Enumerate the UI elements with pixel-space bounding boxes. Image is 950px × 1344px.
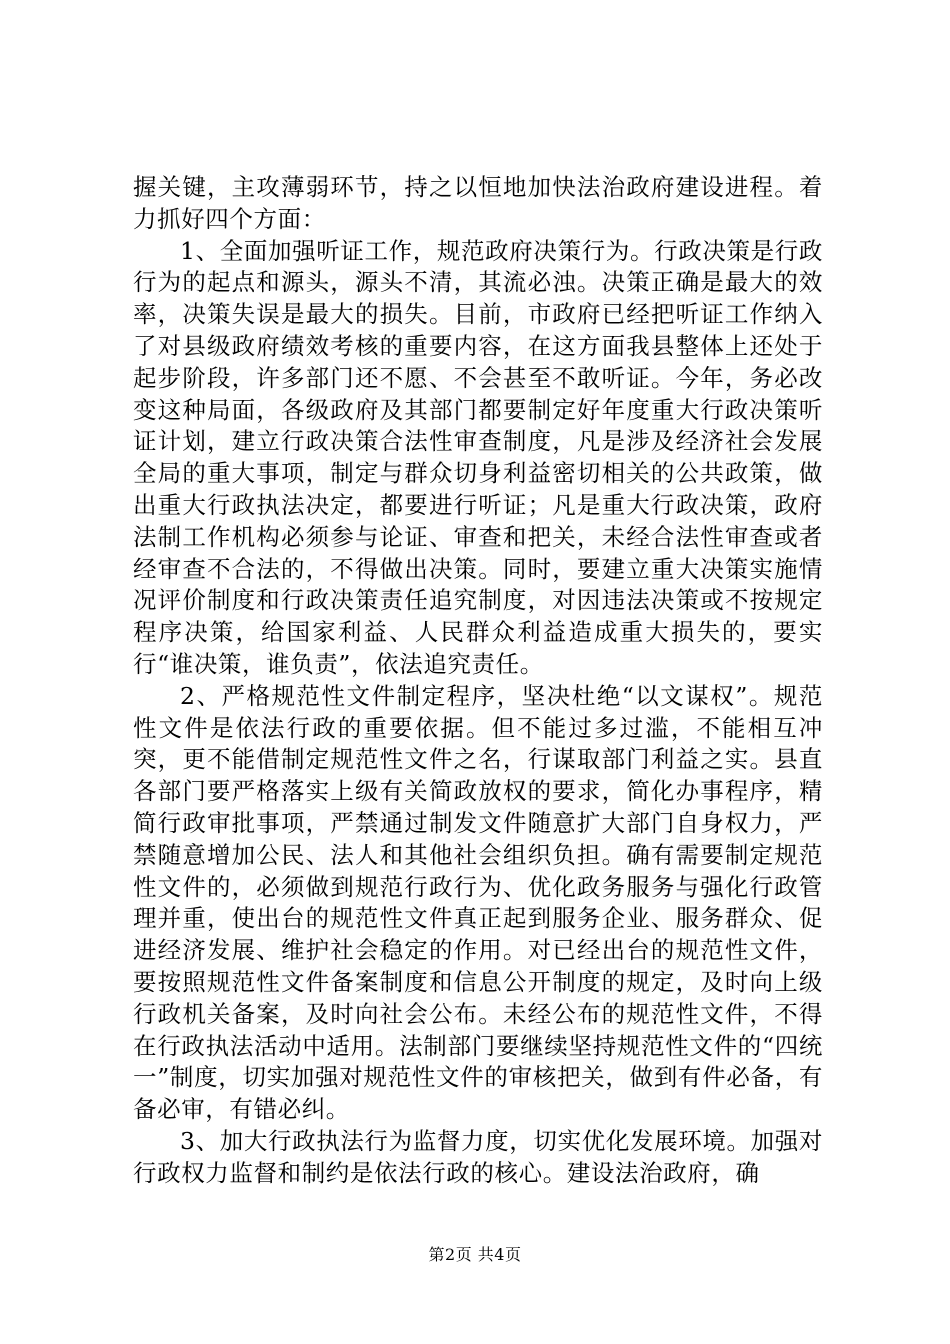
paragraph-item-2-normative-documents: 2、严格规范性文件制定程序，坚决杜绝“以文谋权”。规范性文件是依法行政的重要依据。但不能过多过滥，不能相互冲突，更不能借制定规范性文件之名，行谋取部门利益之实。县直各部门要严格落实上级有关简政放权的要求，简化办事程序，精简行政审批事项，严禁通过制发文件随意扩大部门自身权力，严禁随意增加公民、法人和其他社会组织负担。确有需要制定规范性文件的，必须做到规范行政行为、优化政务服务与强化行政管理并重，使出台的规范性文件真正起到服务企业、服务群众、促进经济发展、维护社会稳定的作用。对已经出台的规范性文件，要按照规范性文件备案制度和信息公开制度的规定，及时向上级行政机关备案，及时向社会公布。未经公布的规范性文件，不得在行政执法活动中适用。法制部门要继续坚持规范性文件的“四统一”制度，切实加强对规范性文件的审核把关，做到有件必备，有备必审，有错必纠。 <box>133 681 823 1124</box>
paragraph-continuation: 握关键，主攻薄弱环节，持之以恒地加快法治政府建设进程。着力抓好四个方面： <box>133 173 823 233</box>
paragraph-item-1-hearings: 1、全面加强听证工作，规范政府决策行为。行政决策是行政行为的起点和源头，源头不清，其流必浊。决策正确是最大的效率，决策失误是最大的损失。目前，市政府已经把听证工作纳入了对县级政府绩效考核的重要内容，在这方面我县整体上还处于起步阶段，许多部门还不愿、不会甚至不敢听证。今年，务必改变这种局面，各级政府及其部门都要制定好年度重大行政决策听证计划，建立行政决策合法性审查制度，凡是涉及经济社会发展全局的重大事项，制定与群众切身利益密切相关的公共政策，做出重大行政执法决定，都要进行听证；凡是重大行政决策，政府法制工作机构必须参与论证、审查和把关，未经合法性审查或者经审查不合法的，不得做出决策。同时，要建立重大决策实施情况评价制度和行政决策责任追究制度，对因违法决策或不按规定程序决策，给国家利益、人民群众利益造成重大损失的，要实行“谁决策，谁负责”，依法追究责任。 <box>133 236 823 678</box>
document-body <box>133 172 823 1190</box>
paragraph-item-3-enforcement-supervision: 3、加大行政执法行为监督力度，切实优化发展环境。加强对行政权力监督和制约是依法行政的核心。建设法治政府，确 <box>133 1126 823 1187</box>
page-number-footer: 第2页 共4页 <box>428 1245 522 1264</box>
